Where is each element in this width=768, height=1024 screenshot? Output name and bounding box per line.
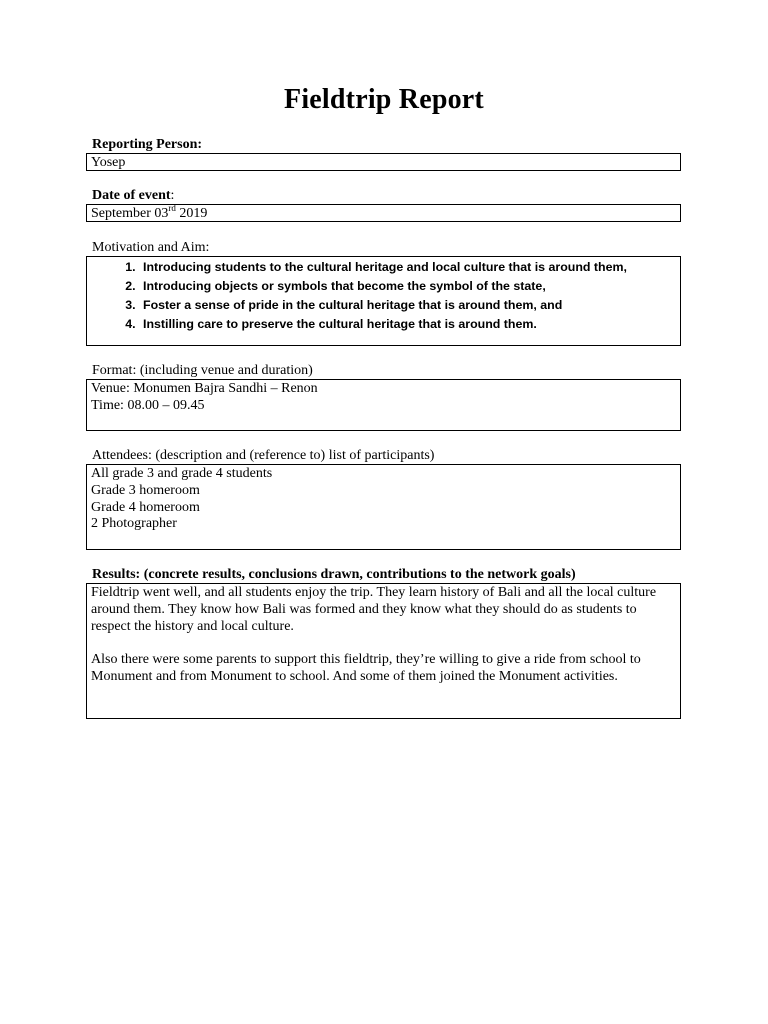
date-of-event-value — [91, 203, 676, 223]
motivation-item: 1. Introducing students to the cultural heritage and local culture that is around them, — [139, 258, 676, 277]
motivation-label: Motivation and Aim: — [92, 240, 210, 255]
motivation-list — [91, 258, 676, 334]
page-title: Fieldtrip Report — [284, 84, 484, 115]
motivation-field — [86, 256, 681, 346]
date-of-event-day: September 03 — [91, 206, 169, 221]
format-field — [86, 379, 681, 431]
motivation-item: 2. Introducing objects or symbols that become the symbol of the state, — [139, 277, 676, 296]
date-of-event-label-colon: : — [170, 188, 175, 203]
format-time: Time: 08.00 – 09.45 — [91, 397, 205, 413]
motivation-item: 3. Foster a sense of pride in the cultural heritage that is around them, and — [139, 296, 676, 315]
format-label: Format: (including venue and duration) — [92, 363, 313, 378]
date-of-event-label — [92, 188, 174, 204]
format-venue: Venue: Monumen Bajra Sandhi – Renon — [91, 381, 318, 396]
results-paragraph: Fieldtrip went well, and all students enjoy the trip. They learn history of Bali and all the local culture around them. They know how Bali was formed and they know what they should do as students to respect the history and local culture. — [91, 585, 657, 634]
attendee-line: Grade 4 homeroom — [91, 499, 200, 515]
date-of-event-year: 2019 — [175, 206, 208, 221]
attendee-line: 2 Photographer — [91, 516, 177, 532]
date-of-event-label-text: Date of event — [92, 188, 171, 203]
results-field — [86, 583, 681, 719]
attendees-label: Attendees: (description and (reference to) list of participants) — [92, 448, 435, 463]
reporting-person-label: Reporting Person: — [92, 137, 203, 152]
results-paragraph: Also there were some parents to support this fieldtrip, they’re willing to give a ride from school to Monument and from Monument to school. And some of them joined the Monument activities. — [91, 652, 641, 684]
results-label: Results: (concrete results, conclusions drawn, contributions to the network goals) — [92, 567, 576, 582]
attendee-line: Grade 3 homeroom — [91, 482, 200, 498]
date-of-event-field — [86, 204, 681, 222]
attendee-line: All grade 3 and grade 4 students — [91, 466, 273, 481]
attendees-field — [86, 464, 681, 550]
reporting-person-field — [86, 153, 681, 171]
date-ordinal-suffix: rd — [168, 203, 176, 213]
reporting-person-value: Yosep — [91, 155, 126, 170]
motivation-item: 4. Instilling care to preserve the cultural heritage that is around them. — [139, 315, 676, 334]
